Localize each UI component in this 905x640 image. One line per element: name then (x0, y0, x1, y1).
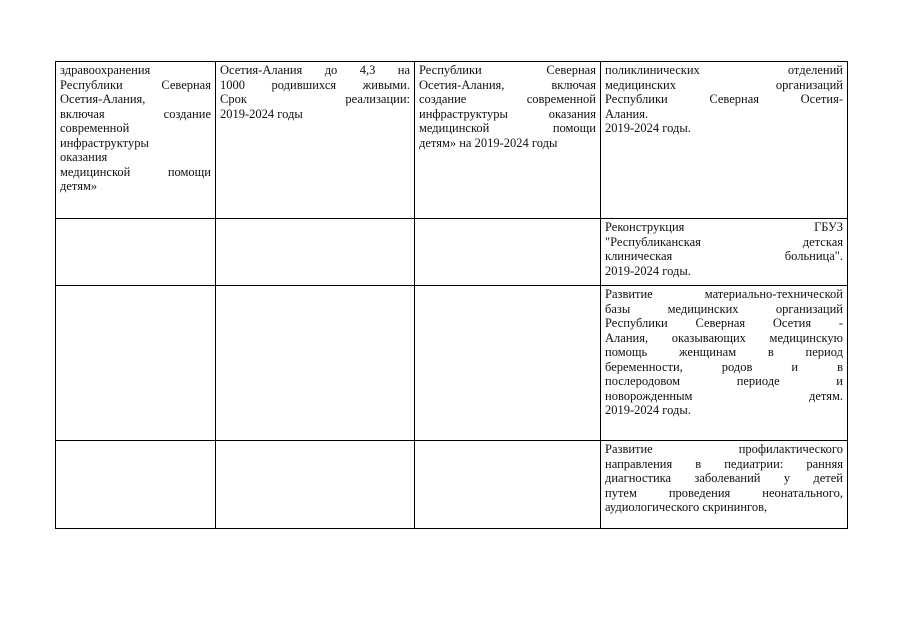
cell-text-line: Срок реализации: (220, 92, 410, 106)
table-cell-activity (601, 441, 848, 529)
cell-text-line: помощь женщинам в период (605, 345, 843, 359)
table-row (56, 219, 848, 286)
cell-text-line: Осетия-Алания до 4,3 на (220, 63, 410, 77)
cell-text-line: новорожденным детям. (605, 388, 843, 403)
cell-text-line: Алания, оказывающих медицинскую (605, 330, 843, 345)
table-cell-empty (56, 441, 216, 529)
cell-text-line: путем проведения неонатального, (605, 485, 843, 500)
table-cell-empty (415, 286, 601, 441)
cell-text-line: Республики Северная (419, 63, 596, 77)
cell-text-line: поликлинических отделений (605, 63, 843, 77)
cell-text-line: Развитие материально-технической (605, 287, 843, 301)
cell-text-line: Развитие профилактического (605, 442, 843, 456)
cell-text-line: базы медицинских организаций (605, 301, 843, 316)
cell-text-line: 2019-2024 годы. (605, 263, 691, 278)
cell-text-line: Республики Северная (60, 77, 211, 92)
cell-text-line: клиническая больница". (605, 249, 843, 263)
table-cell-empty (56, 286, 216, 441)
cell-text-line: медицинской помощи (60, 164, 211, 179)
cell-text-line: создание современной (419, 92, 596, 106)
cell-text-line: Осетия-Алания, включая (419, 77, 596, 92)
table-cell-empty (216, 286, 415, 441)
table-row (56, 441, 848, 529)
cell-text-line: диагностика заболеваний у детей (605, 471, 843, 485)
cell-text-line: аудиологического скринингов, (605, 500, 768, 514)
cell-text-line: Республики Северная Осетия- (605, 92, 843, 106)
cell-text-line: оказания (60, 150, 108, 164)
cell-text-line: Алания. (605, 106, 649, 121)
cell-text-line: 2019-2024 годы (220, 106, 303, 121)
table-cell-empty (415, 219, 601, 286)
table-cell-empty (56, 219, 216, 286)
table-row (56, 62, 848, 219)
cell-text-line: беременности, родов и в (605, 359, 843, 374)
table-body (56, 62, 848, 529)
cell-text-line: инфраструктуры (60, 135, 149, 150)
cell-text-line: Осетия-Алания, (60, 92, 146, 106)
table-row (56, 286, 848, 441)
cell-text-line: Реконструкция ГБУЗ (605, 220, 843, 234)
cell-text-line: направления в педиатрии: ранняя (605, 456, 843, 471)
cell-text-line: Республики Северная Осетия - (605, 316, 843, 330)
cell-text-line: инфраструктуры оказания (419, 106, 596, 121)
table-cell-activity (601, 219, 848, 286)
cell-text-line: медицинской помощи (419, 121, 596, 135)
cell-text-line: медицинских организаций (605, 77, 843, 92)
cell-text-line: детям» (60, 179, 98, 193)
cell-text-line: послеродовом периоде и (605, 374, 843, 388)
cell-text-line: 1000 родившихся живыми. (220, 77, 410, 92)
table-cell-empty (216, 219, 415, 286)
table-cell-activity (601, 62, 848, 219)
table-cell-target-indicator (216, 62, 415, 219)
cell-text-line: 2019-2024 годы. (605, 121, 691, 135)
table-cell-program-name (56, 62, 216, 219)
cell-text-line: 2019-2024 годы. (605, 403, 691, 417)
cell-text-line: "Республиканская детская (605, 234, 843, 249)
table-cell-empty (415, 441, 601, 529)
table-cell-empty (216, 441, 415, 529)
cell-text-line: включая создание (60, 106, 211, 121)
table-cell-activity (601, 286, 848, 441)
cell-text-line: детям» на 2019-2024 годы (419, 135, 558, 150)
cell-text-line: современной (60, 121, 130, 135)
table-cell-regional-project (415, 62, 601, 219)
document-table (55, 61, 848, 529)
cell-text-line: здравоохранения (60, 63, 151, 77)
